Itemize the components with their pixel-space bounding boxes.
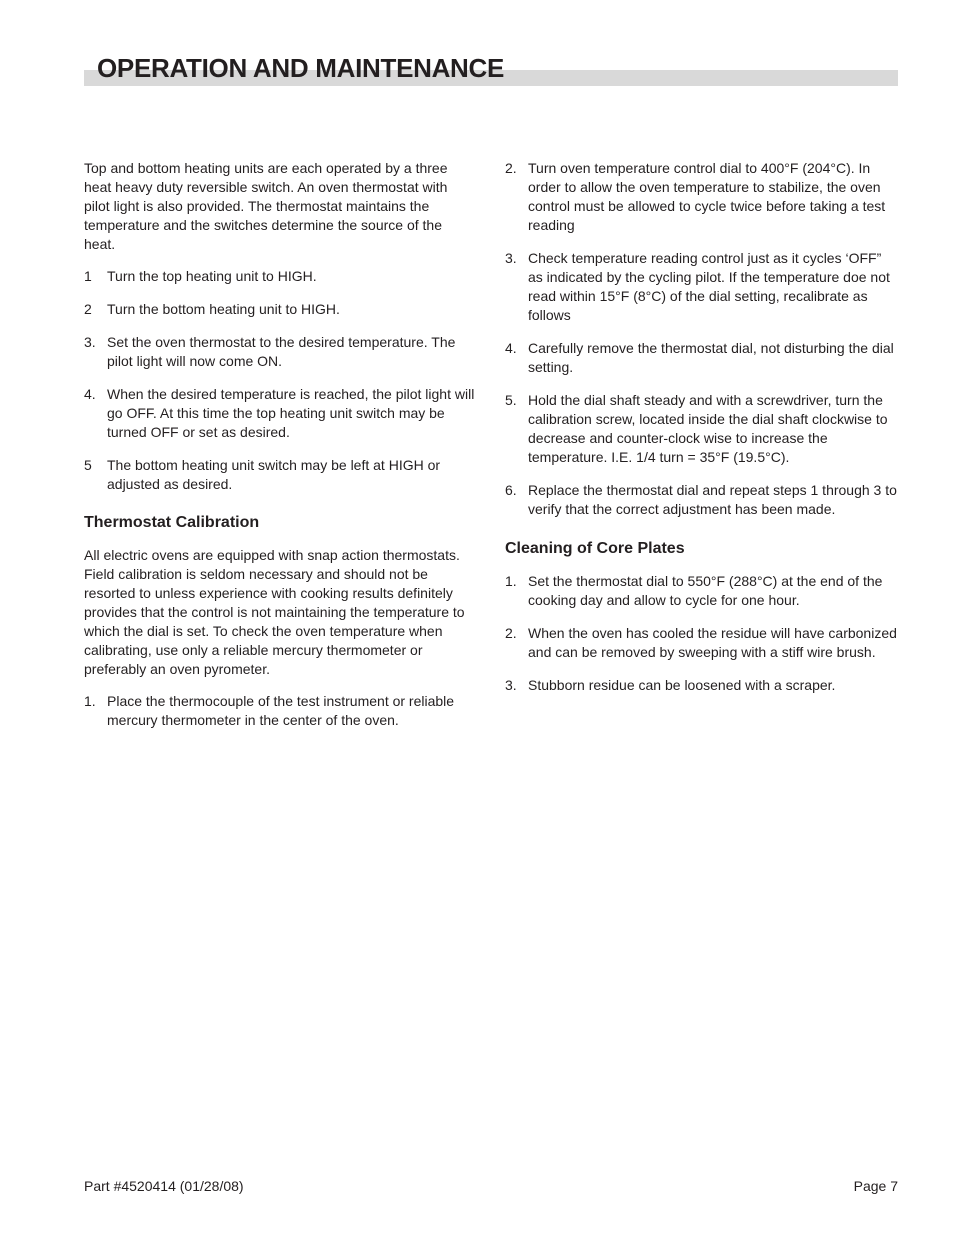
list-item: [84, 385, 476, 442]
list-item: [505, 676, 899, 695]
list-item: [84, 267, 476, 286]
step-number: 2.: [505, 625, 517, 641]
step-text: Turn the top heating unit to HIGH.: [107, 268, 317, 284]
step-text: When the desired temperature is reached, the pilot light will go OFF. At this time the top heating unit switch may be turned OFF or set as desired.: [107, 386, 475, 440]
thermostat-calibration-heading: Thermostat Calibration: [84, 514, 260, 531]
step-text: The bottom heating unit switch may be left at HIGH or adjusted as desired.: [107, 457, 441, 492]
cleaning-core-plates-heading: Cleaning of Core Plates: [505, 540, 685, 557]
operation-steps-list: [84, 267, 476, 494]
list-item: [84, 300, 476, 319]
list-item: [505, 481, 899, 519]
calibration-intro-paragraph: All electric ovens are equipped with snap action thermostats. Field calibration is seldom necessary and should not be resorted to unless experience with cooking results definitely provides that the control is not maintaining the temperature to which the dial is set. To check the oven temperature when calibrating, use only a reliable mercury thermometer or preferably an oven pyrometer.: [84, 547, 465, 677]
list-item: [84, 333, 476, 371]
step-text: Check temperature reading control just as it cycles ‘OFF” as indicated by the cycling pilot. If the temperature doe not read within 15°F (8°C) of the dial setting, recalibrate as follows: [528, 250, 890, 323]
left-column: [84, 159, 476, 744]
step-number: 3.: [505, 250, 517, 266]
list-item: [505, 391, 899, 467]
step-number: 3.: [84, 334, 96, 350]
list-item: [505, 249, 899, 325]
calibration-steps-list-right: [505, 159, 899, 519]
step-number: 1: [84, 268, 92, 284]
step-text: Replace the thermostat dial and repeat steps 1 through 3 to verify that the correct adjustment has been made.: [528, 482, 897, 517]
step-number: 5: [84, 457, 92, 473]
step-number: 2.: [505, 160, 517, 176]
step-text: Set the oven thermostat to the desired temperature. The pilot light will now come ON.: [107, 334, 456, 369]
right-column: [505, 159, 899, 709]
step-number: 6.: [505, 482, 517, 498]
step-text: Place the thermocouple of the test instrument or reliable mercury thermometer in the center of the oven.: [107, 693, 455, 728]
step-text: When the oven has cooled the residue will have carbonized and can be removed by sweeping with a stiff wire brush.: [528, 625, 897, 660]
page-title: OPERATION AND MAINTENANCE: [97, 53, 505, 83]
page-number: Page 7: [853, 1178, 898, 1194]
step-text: Stubborn residue can be loosened with a scraper.: [528, 677, 836, 693]
list-item: [505, 572, 899, 610]
step-text: Hold the dial shaft steady and with a screwdriver, turn the calibration screw, located inside the dial shaft clockwise to decrease and counter-clock wise to increase the temperature. I.E. 1/4 turn = 35°F (19.5°C).: [528, 392, 888, 465]
step-number: 3.: [505, 677, 517, 693]
step-text: Carefully remove the thermostat dial, not disturbing the dial setting.: [528, 340, 894, 375]
step-number: 1.: [84, 693, 96, 709]
step-text: Turn oven temperature control dial to 400°F (204°C). In order to allow the oven temperature to stabilize, the oven control must be allowed to cycle twice before taking a test reading: [528, 160, 886, 233]
list-item: [505, 159, 899, 235]
step-number: 4.: [505, 340, 517, 356]
step-text: Turn the bottom heating unit to HIGH.: [107, 301, 340, 317]
cleaning-steps-list: [505, 572, 899, 695]
list-item: [505, 339, 899, 377]
intro-paragraph: Top and bottom heating units are each operated by a three heat heavy duty reversible switch. An oven thermostat with pilot light is also provided. The thermostat maintains the temperature and the switches determine the source of the heat.: [84, 160, 448, 252]
step-number: 5.: [505, 392, 517, 408]
step-number: 4.: [84, 386, 96, 402]
step-number: 1.: [505, 573, 517, 589]
step-number: 2: [84, 301, 92, 317]
step-text: Set the thermostat dial to 550°F (288°C) at the end of the cooking day and allow to cycle for one hour.: [528, 573, 883, 608]
list-item: [505, 624, 899, 662]
list-item: [84, 692, 476, 730]
part-number: Part #4520414 (01/28/08): [84, 1178, 244, 1194]
list-item: [84, 456, 476, 494]
calibration-steps-list-left: [84, 692, 476, 730]
